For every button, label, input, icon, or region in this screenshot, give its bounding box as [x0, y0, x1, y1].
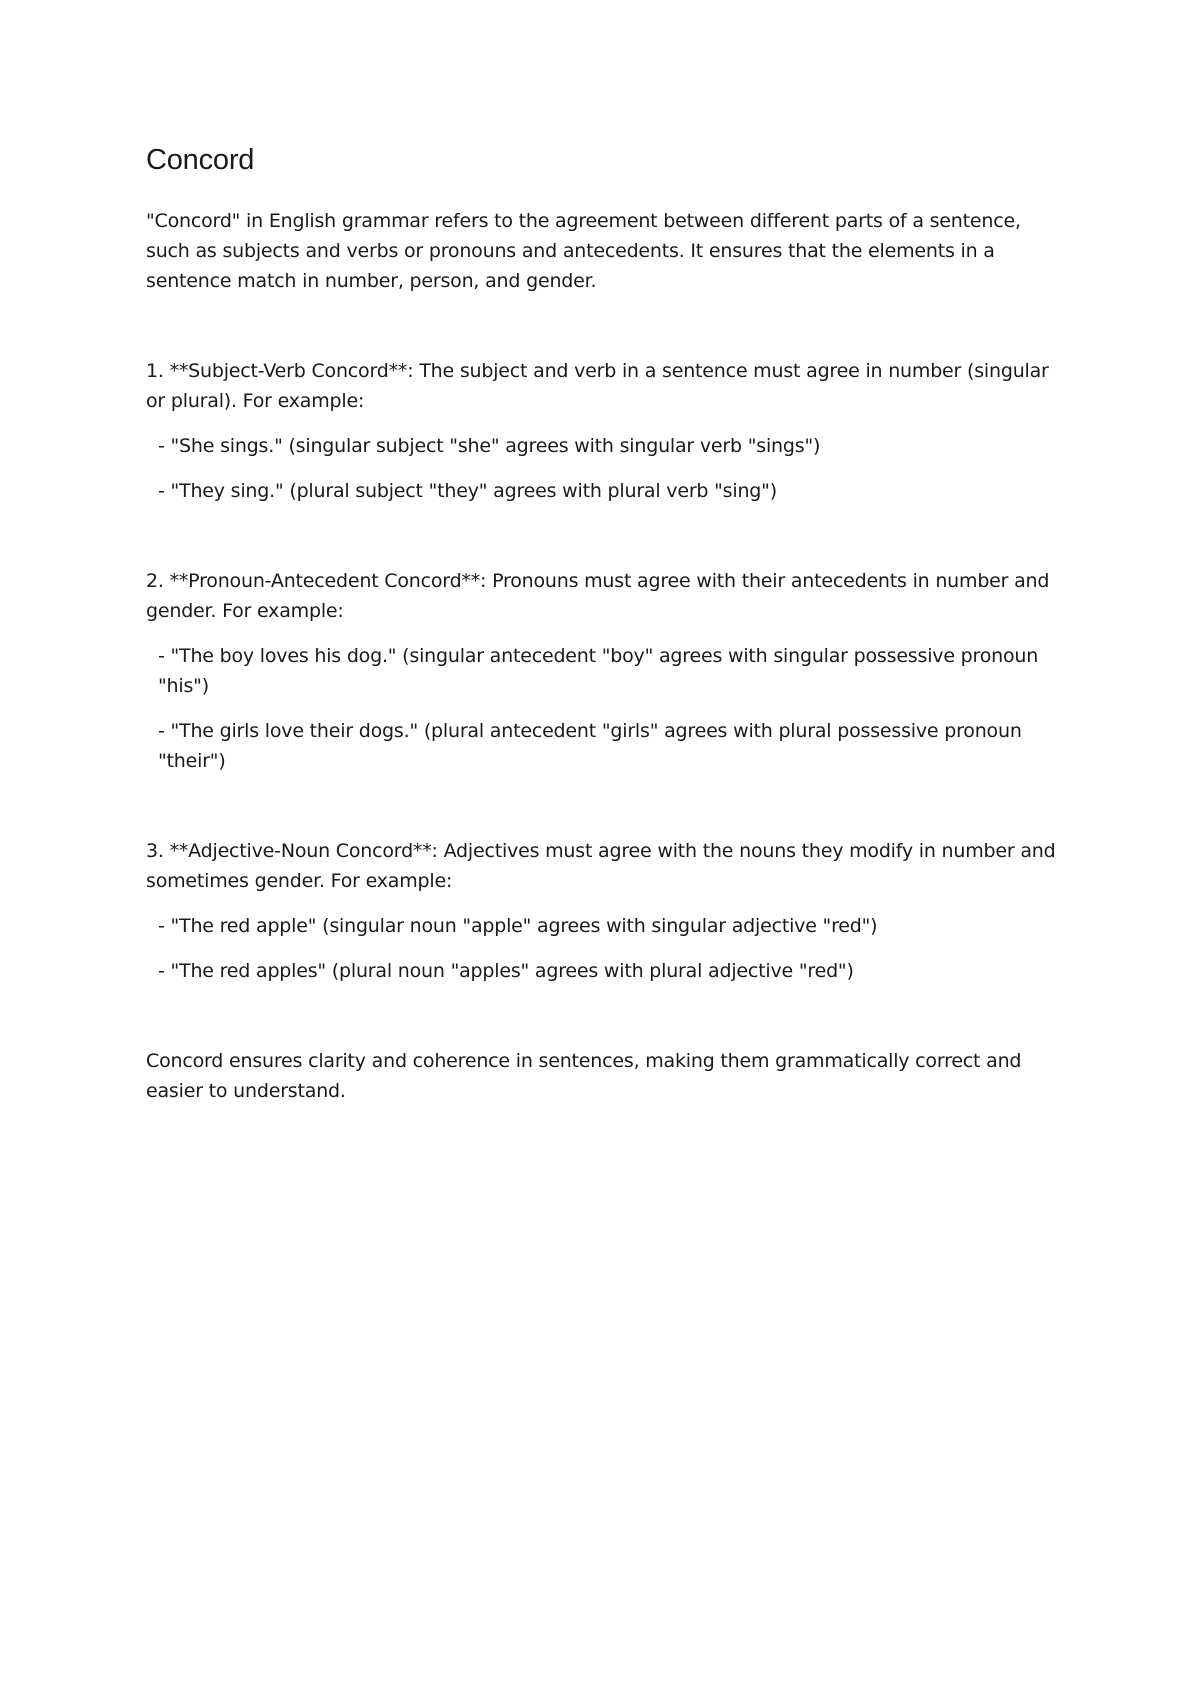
example-item: - "The red apple" (singular noun "apple" agrees with singular adjective "red"): [158, 915, 878, 937]
section-subject-verb: [146, 356, 1066, 506]
example-item: - "The boy loves his dog." (singular antecedent "boy" agrees with singular possessive pronoun "his"): [158, 645, 1039, 697]
document-body: [146, 140, 1066, 1106]
section-adjective-noun: [146, 836, 1066, 986]
intro-paragraph: "Concord" in English grammar refers to the agreement between different parts of a sentence, such as subjects and verbs or pronouns and antecedents. It ensures that the elements in a sentence match in number, person, and gender.: [146, 210, 1021, 292]
section-pronoun-antecedent: [146, 566, 1066, 776]
example-item: - "The girls love their dogs." (plural antecedent "girls" agrees with plural possessive pronoun "their"): [158, 720, 1022, 772]
example-item: - "The red apples" (plural noun "apples" agrees with plural adjective "red"): [158, 960, 854, 982]
closing-paragraph: Concord ensures clarity and coherence in sentences, making them grammatically correct and easier to understand.: [146, 1050, 1022, 1102]
section-heading: 1. **Subject-Verb Concord**: The subject and verb in a sentence must agree in number (singular or plural). For example:: [146, 360, 1049, 412]
section-heading: 2. **Pronoun-Antecedent Concord**: Pronouns must agree with their antecedents in number and gender. For example:: [146, 570, 1050, 622]
example-item: - "She sings." (singular subject "she" agrees with singular verb "sings"): [158, 435, 821, 457]
section-heading: 3. **Adjective-Noun Concord**: Adjectives must agree with the nouns they modify in number and sometimes gender. For example:: [146, 840, 1056, 892]
document-title: Concord: [146, 144, 255, 176]
example-item: - "They sing." (plural subject "they" agrees with plural verb "sing"): [158, 480, 777, 502]
